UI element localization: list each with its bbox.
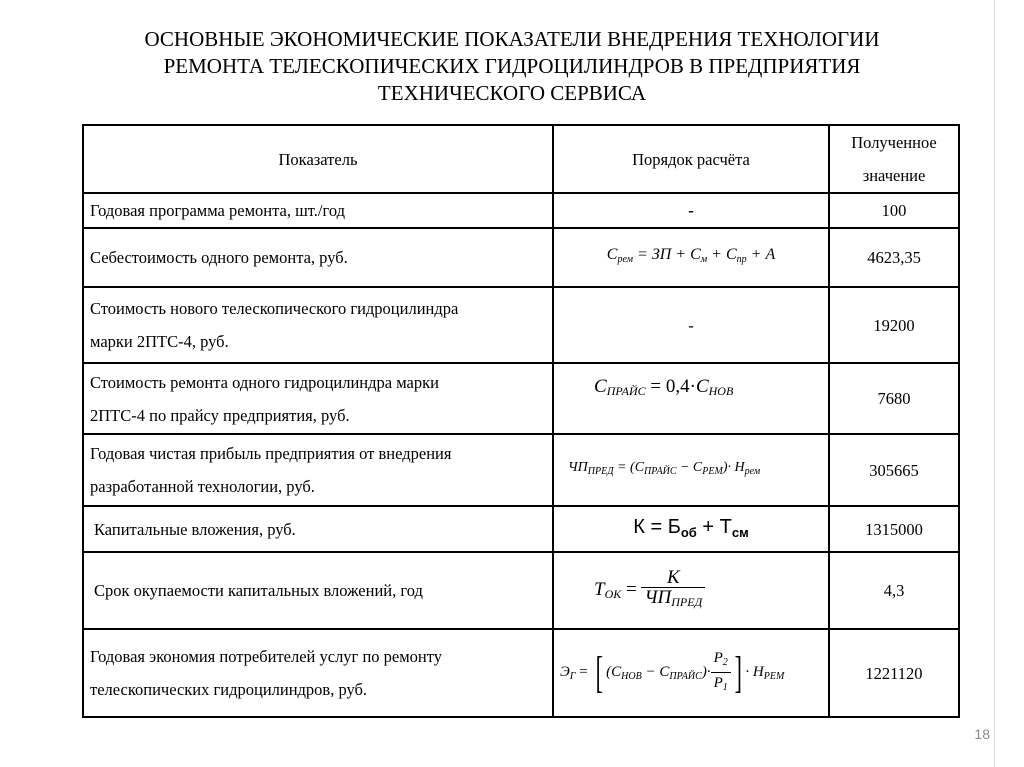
table-row (83, 363, 959, 434)
row-4-formula (553, 363, 829, 434)
row-2-formula (553, 228, 829, 287)
header-value (829, 125, 959, 193)
formula-cost-repair: $С_{рем}$ = ЗП + $С_м + С_{пр} + А$ (606, 246, 776, 265)
table-row (83, 506, 959, 552)
row-7-value: 4,3 (829, 552, 959, 629)
row-4-indicator-line-1: Стоимость ремонта одного гидроцилиндра марки (90, 372, 439, 392)
row-4-value: 7680 (829, 363, 959, 434)
row-2-indicator: Себестоимость одного ремонта, руб. (83, 228, 553, 287)
row-8-formula (553, 629, 829, 717)
row-5-indicator-line-1: Годовая чистая прибыль предприятия от внедрения (90, 444, 452, 463)
header-value-line-1: Полученное (851, 133, 937, 152)
title-line-1: ОСНОВНЫЕ ЭКОНОМИЧЕСКИЕ ПОКАЗАТЕЛИ ВНЕДРЕНИЯ ТЕХНОЛОГИИ (144, 27, 880, 51)
right-bracket-icon: ] (734, 648, 742, 697)
row-6-value: 1315000 (829, 506, 959, 552)
table-row (83, 552, 959, 629)
row-3-procedure: - (553, 287, 829, 363)
table-row (83, 228, 959, 287)
indicators-table (82, 124, 960, 718)
formula-capital-investment: $К = Б_{об} + Т_{см}$ (633, 516, 749, 540)
header-indicator: Показатель (83, 125, 553, 193)
header-value-line-2: значение (862, 166, 926, 185)
row-8-value: 1221120 (829, 629, 959, 717)
formula-price-repair: $С_{ПРАЙС} = 0,4\cdot С_{НОВ}$ (594, 376, 734, 398)
row-5-formula (553, 434, 829, 506)
row-8-indicator-line-2: телескопических гидроцилиндров, руб. (90, 680, 368, 699)
row-7-formula (553, 552, 829, 629)
title-line-3: ТЕХНИЧЕСКОГО СЕРВИСА (377, 81, 647, 105)
row-4-indicator (83, 363, 553, 434)
table-header-row (83, 125, 959, 193)
row-3-indicator (83, 287, 553, 363)
row-2-value: 4623,35 (829, 228, 959, 287)
formula-net-profit: $ЧП_{ПРЕД} = (С_{ПРАЙС} - С_{РЕМ})\cdot Н_{рем}$ (568, 460, 761, 477)
table-row (83, 434, 959, 506)
row-3-indicator-line-1: Стоимость нового телескопического гидроцилиндра (90, 299, 459, 318)
row-3-value: 19200 (829, 287, 959, 363)
row-3-indicator-line-2: марки 2ПТС-4, руб. (90, 332, 229, 351)
ratio-fraction: $\frac{Р_2}{Р_1}$ (711, 649, 731, 698)
title-line-2: РЕМОНТА ТЕЛЕСКОПИЧЕСКИХ ГИДРОЦИЛИНДРОВ В ПРЕДПРИЯТИЯ (163, 54, 861, 78)
row-6-formula (553, 506, 829, 552)
row-5-value: 305665 (829, 434, 959, 506)
row-8-indicator (83, 629, 553, 717)
table-row (83, 629, 959, 717)
row-5-indicator-line-2: разработанной технологии, руб. (90, 477, 315, 496)
payback-fraction: $\frac{К}{ЧП_{ПРЕД}}$ (641, 569, 705, 612)
row-1-value: 100 (829, 193, 959, 228)
row-8-indicator-line-1: Годовая экономия потребителей услуг по ремонту (90, 647, 442, 666)
left-bracket-icon: [ (595, 648, 603, 697)
row-4-indicator-line-2: 2ПТС-4 по прайсу предприятия, руб. (90, 405, 350, 425)
row-1-procedure: - (553, 193, 829, 228)
row-1-indicator: Годовая программа ремонта, шт./год (83, 193, 553, 228)
row-5-indicator (83, 434, 553, 506)
right-edge-rule (994, 0, 995, 767)
table-row (83, 193, 959, 228)
table-row (83, 287, 959, 363)
row-6-indicator: Капитальные вложения, руб. (83, 506, 553, 552)
slide-title (100, 26, 924, 107)
row-7-indicator: Срок окупаемости капитальных вложений, год (83, 552, 553, 629)
header-procedure: Порядок расчёта (553, 125, 829, 193)
page-number: 18 (974, 726, 990, 742)
formula-annual-savings: $Э_Г$ = [ $(С_{НОВ} - С_{ПРАЙС})\cdot$ $\frac{Р_2}{Р_1}$ ] · $Н_{РЕМ}$ (560, 648, 785, 697)
formula-payback-period: $Т_{ОК}$ = $\frac{К}{ЧП_{ПРЕД}}$ (594, 579, 705, 600)
